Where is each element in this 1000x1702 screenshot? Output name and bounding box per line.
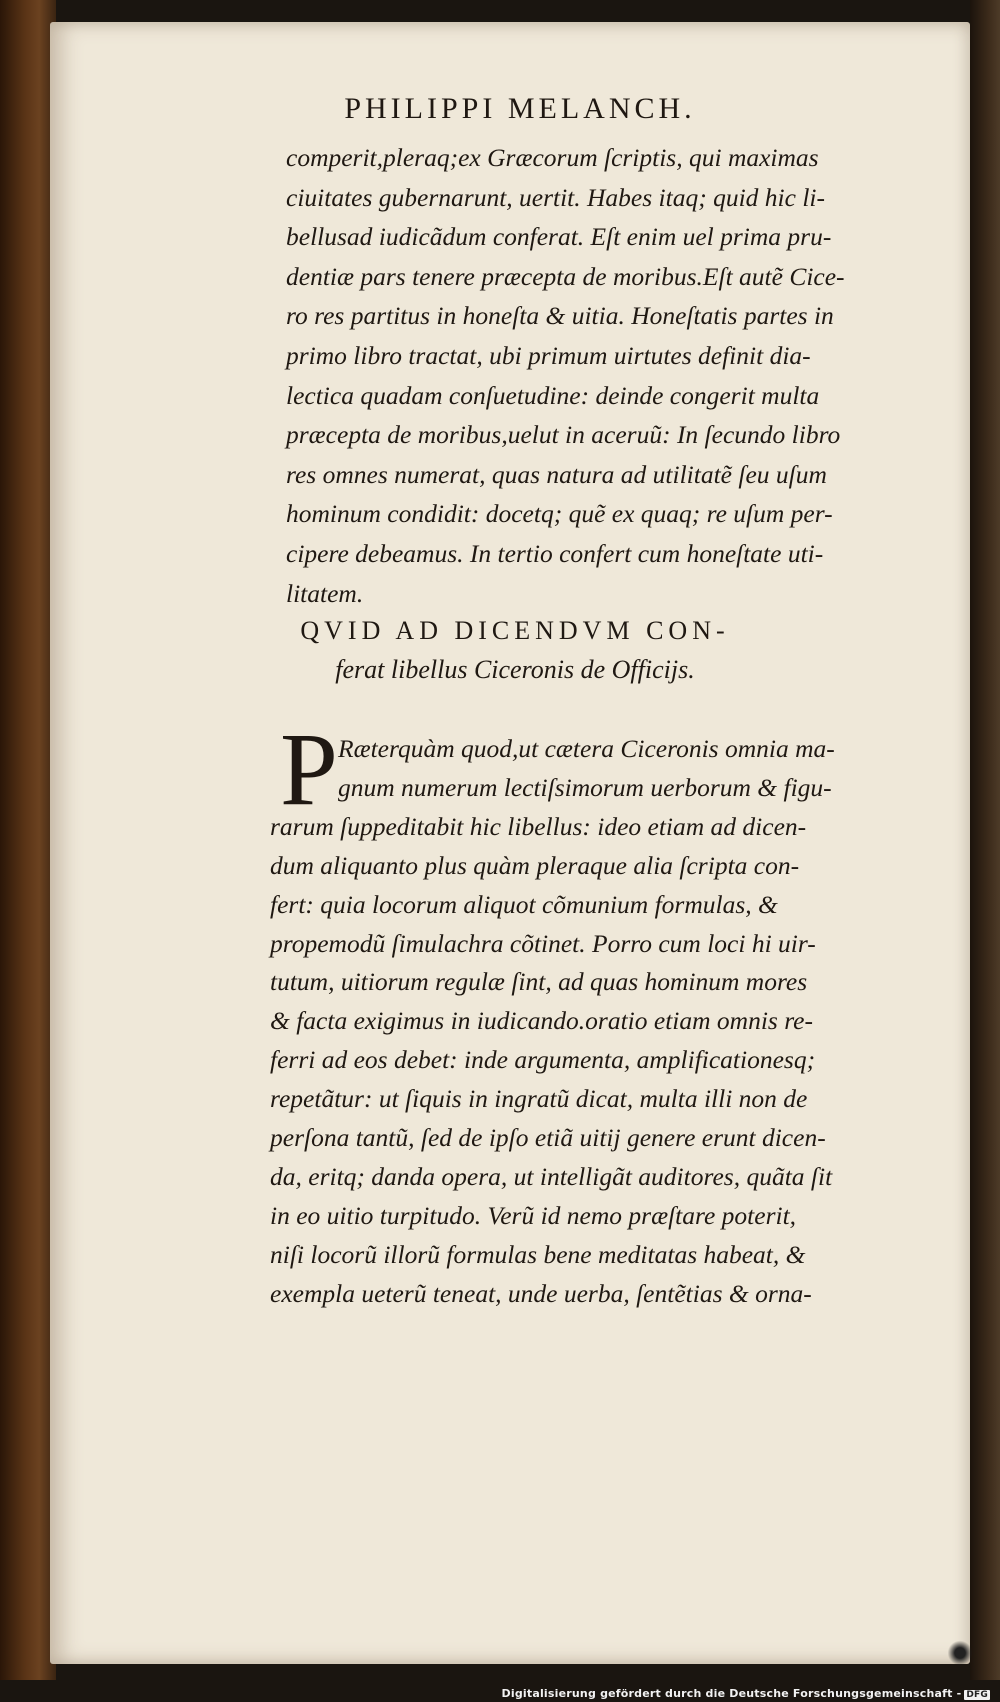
text-line: ciuitates gubernarunt, uertit. Habes itaq; quid hic li- [286,182,825,212]
page-corner-mark [948,1640,972,1666]
paragraph-1 [286,138,926,613]
text-line: ro res partitus in honeſta & uitia. Honeſtatis partes in [286,301,834,331]
section-heading-line-1: QVID AD DICENDVM CON- [300,616,730,645]
text-line: rarum ſuppeditabit hic libellus: ideo etiam ad dicen- [270,811,807,841]
text-line: præcepta de moribus,uelut in aceruũ: In ſecundo libro [286,420,841,450]
text-line: exempla ueterũ teneat, unde uerba, ſentẽtias & orna- [270,1278,812,1308]
text-line: dentiæ pars tenere præcepta de moribus.Eſt autẽ Cice- [286,261,845,291]
paragraph-2 [270,730,926,1314]
text-line: gnum numerum lectiſsimorum uerborum & figu- [338,772,832,802]
book-spine-edge [0,0,56,1680]
section-heading [0,612,1000,690]
text-line: cipere debeamus. In tertio confert cum honeſtate uti- [286,538,824,568]
text-line: ferri ad eos debet: inde argumenta, amplificationesq; [270,1045,816,1075]
text-line: res omnes numerat, quas natura ad utilitatẽ ſeu uſum [286,459,827,489]
text-line: da, eritq; danda opera, ut intelligãt auditores, quãta ſit [270,1161,833,1191]
text-line: primo libro tractat, ubi primum uirtutes definit dia- [286,340,811,370]
text-line: & facta exigimus in iudicando.oratio etiam omnis re- [270,1006,813,1036]
page-right-edge [970,0,1000,1680]
text-line: niſi locorũ illorũ formulas bene meditatas habeat, & [270,1239,806,1269]
digitization-credit [502,1687,990,1700]
text-line: perſona tantũ, ſed de ipſo etiã uitij genere erunt dicen- [270,1123,826,1153]
text-line: lectica quadam conſuetudine: deinde congerit multa [286,380,820,410]
text-line: propemodũ ſimulachra cõtinet. Porro cum loci hi uir- [270,928,816,958]
text-line: dum aliquanto plus quàm pleraque alia ſcripta con- [270,850,800,880]
text-line: repetãtur: ut ſiquis in ingratũ dicat, multa illi non de [270,1084,808,1114]
dfg-logo: DFG [966,1690,988,1700]
credit-text: Digitalisierung gefördert durch die Deutsche Forschungsgemeinschaft - [501,1687,962,1700]
text-line: Ræterquàm quod,ut cætera Ciceronis omnia ma- [338,734,835,763]
text-line: litatem. [286,578,364,608]
text-line: hominum condidit: docetq; quẽ ex quaq; re uſum per- [286,499,833,529]
drop-cap-initial: P [280,712,338,827]
text-line: comperit,pleraq;ex Græcorum ſcriptis, qui maximas [286,143,819,172]
text-line: fert: quia locorum aliquot cõmunium formulas, & [270,889,778,919]
text-line: bellusad iudicãdum conferat. Eſt enim uel prima pru- [286,222,832,252]
text-line: in eo uitio turpitudo. Verũ id nemo præſtare poterit, [270,1200,797,1230]
text-line: tutum, uitiorum regulæ ſint, ad quas hominum mores [270,967,808,997]
running-header: PHILIPPI MELANCH. [344,92,696,125]
section-heading-line-2: ferat libellus Ciceronis de Officijs. [335,655,695,684]
